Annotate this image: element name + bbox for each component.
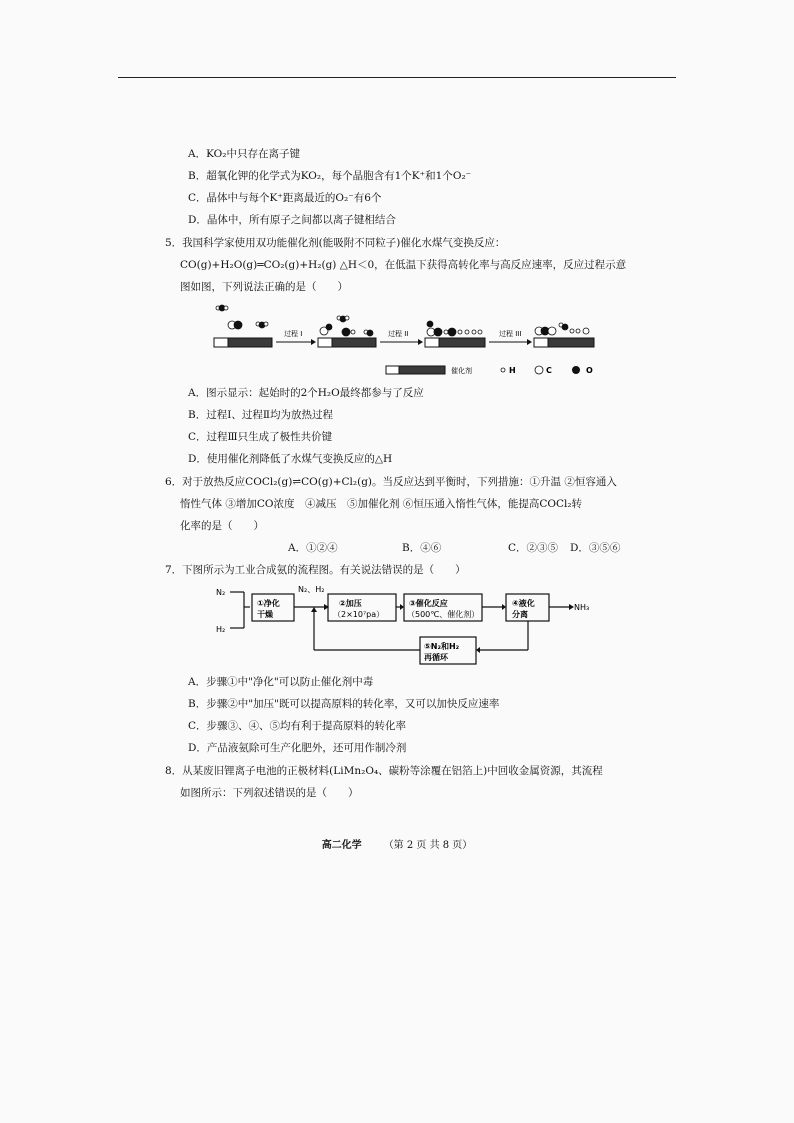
flow-step5-line1: ⑤N₂和H₂ <box>424 642 460 651</box>
q7-flow-diagram <box>212 582 592 668</box>
q6-stem-line2: 惰性气体 ③增加CO浓度 ④减压 ⑤加催化剂 ⑥恒压通入惰性气体，能提高COCl₂转 <box>180 498 583 510</box>
flow-step4-line1: ④液化 <box>512 599 535 608</box>
q8-stem-line2: 如图所示：下列叙述错误的是（ ） <box>180 787 359 799</box>
flow-step3-line2: （500℃、催化剂） <box>407 610 480 619</box>
flow-step4-line2: 分离 <box>512 610 528 619</box>
q5-stem-line1: 5．我国科学家使用双功能催化剂(能吸附不同粒子)催化水煤气变换反应： <box>165 237 506 249</box>
q5-option-b: B．过程Ⅰ、过程Ⅱ均为放热过程 <box>188 409 333 421</box>
flow-mid-label: N₂、H₂ <box>298 585 325 594</box>
legend-h-label: H <box>509 366 516 375</box>
q7-stem-line1: 7．下图所示为工业合成氨的流程图。有关说法错误的是（ ） <box>165 564 466 576</box>
page-footer <box>0 836 794 851</box>
q7-option-a: A．步骤①中"净化"可以防止催化剂中毒 <box>188 676 374 688</box>
process-3-label: 过程 III <box>499 330 522 338</box>
q4-option-b: B．超氧化钾的化学式为KO₂，每个晶胞含有1个K⁺和1个O₂⁻ <box>188 170 472 182</box>
q6-stem-line1: 6．对于放热反应COCl₂(g)⇌CO(g)+Cl₂(g)。当反应达到平衡时，下列措施：①升温 ②恒容通入 <box>165 476 617 488</box>
flow-step1-line1: ①净化 <box>257 599 280 608</box>
header-rule <box>118 77 676 78</box>
q5-reaction-diagram <box>208 298 608 380</box>
flow-step1-line2: 干燥 <box>257 610 273 619</box>
q6-option-a: A．①②④ <box>288 542 338 554</box>
legend-o-label: O <box>586 366 593 375</box>
flow-input-n2: N₂ <box>216 588 226 597</box>
q7-option-d: D．产品液氨除可生产化肥外，还可用作制冷剂 <box>188 742 407 754</box>
flow-step2-line2: （2×10⁷pa） <box>333 610 385 619</box>
footer-page-number: （第 2 页 共 8 页） <box>383 840 473 851</box>
q4-option-c: C．晶体中与每个K⁺距离最近的O₂⁻有6个 <box>188 192 382 204</box>
legend-catalyst-label: 催化剂 <box>451 367 472 375</box>
q5-option-a: A．图示显示：起始时的2个H₂O最终都参与了反应 <box>188 387 424 399</box>
q6-option-d: D．③⑤⑥ <box>570 542 621 554</box>
footer-subject: 高二化学 <box>321 840 362 851</box>
q5-stem-line2: CO(g)+H₂O(g)═CO₂(g)+H₂(g) △H＜0，在低温下获得高转化率与高反应速率，反应过程示意 <box>180 259 627 271</box>
flow-step2-line1: ②加压 <box>339 599 362 608</box>
q6-stem-line3: 化率的是（ ） <box>180 520 264 532</box>
flow-step3-line1: ③催化反应 <box>409 599 448 608</box>
flow-step5-line2: 再循环 <box>424 653 448 662</box>
q4-option-d: D．晶体中，所有原子之间都以离子键相结合 <box>188 214 396 226</box>
q6-option-c: C．②③⑤ <box>508 542 559 554</box>
flow-input-h2: H₂ <box>216 625 226 634</box>
process-2-label: 过程 II <box>388 330 409 338</box>
process-1-label: 过程 I <box>284 330 303 338</box>
legend-c-label: C <box>546 366 552 375</box>
q7-option-b: B．步骤②中"加压"既可以提高原料的转化率，又可以加快反应速率 <box>188 698 500 710</box>
q4-option-a: A．KO₂中只存在离子键 <box>188 148 300 160</box>
q6-option-b: B．④⑥ <box>402 542 442 554</box>
q5-option-d: D．使用催化剂降低了水煤气变换反应的△H <box>188 453 393 465</box>
q8-stem-line1: 8．从某废旧锂离子电池的正极材料(LiMn₂O₄、碳粉等涂覆在铝箔上)中回收金属资源，其流程 <box>165 765 603 777</box>
q5-option-c: C．过程Ⅲ只生成了极性共价键 <box>188 431 333 443</box>
q7-option-c: C．步骤③、④、⑤均有利于提高原料的转化率 <box>188 720 407 732</box>
flow-product: NH₃ <box>574 603 590 612</box>
q5-stem-line3: 图如图，下列说法正确的是（ ） <box>180 281 348 293</box>
